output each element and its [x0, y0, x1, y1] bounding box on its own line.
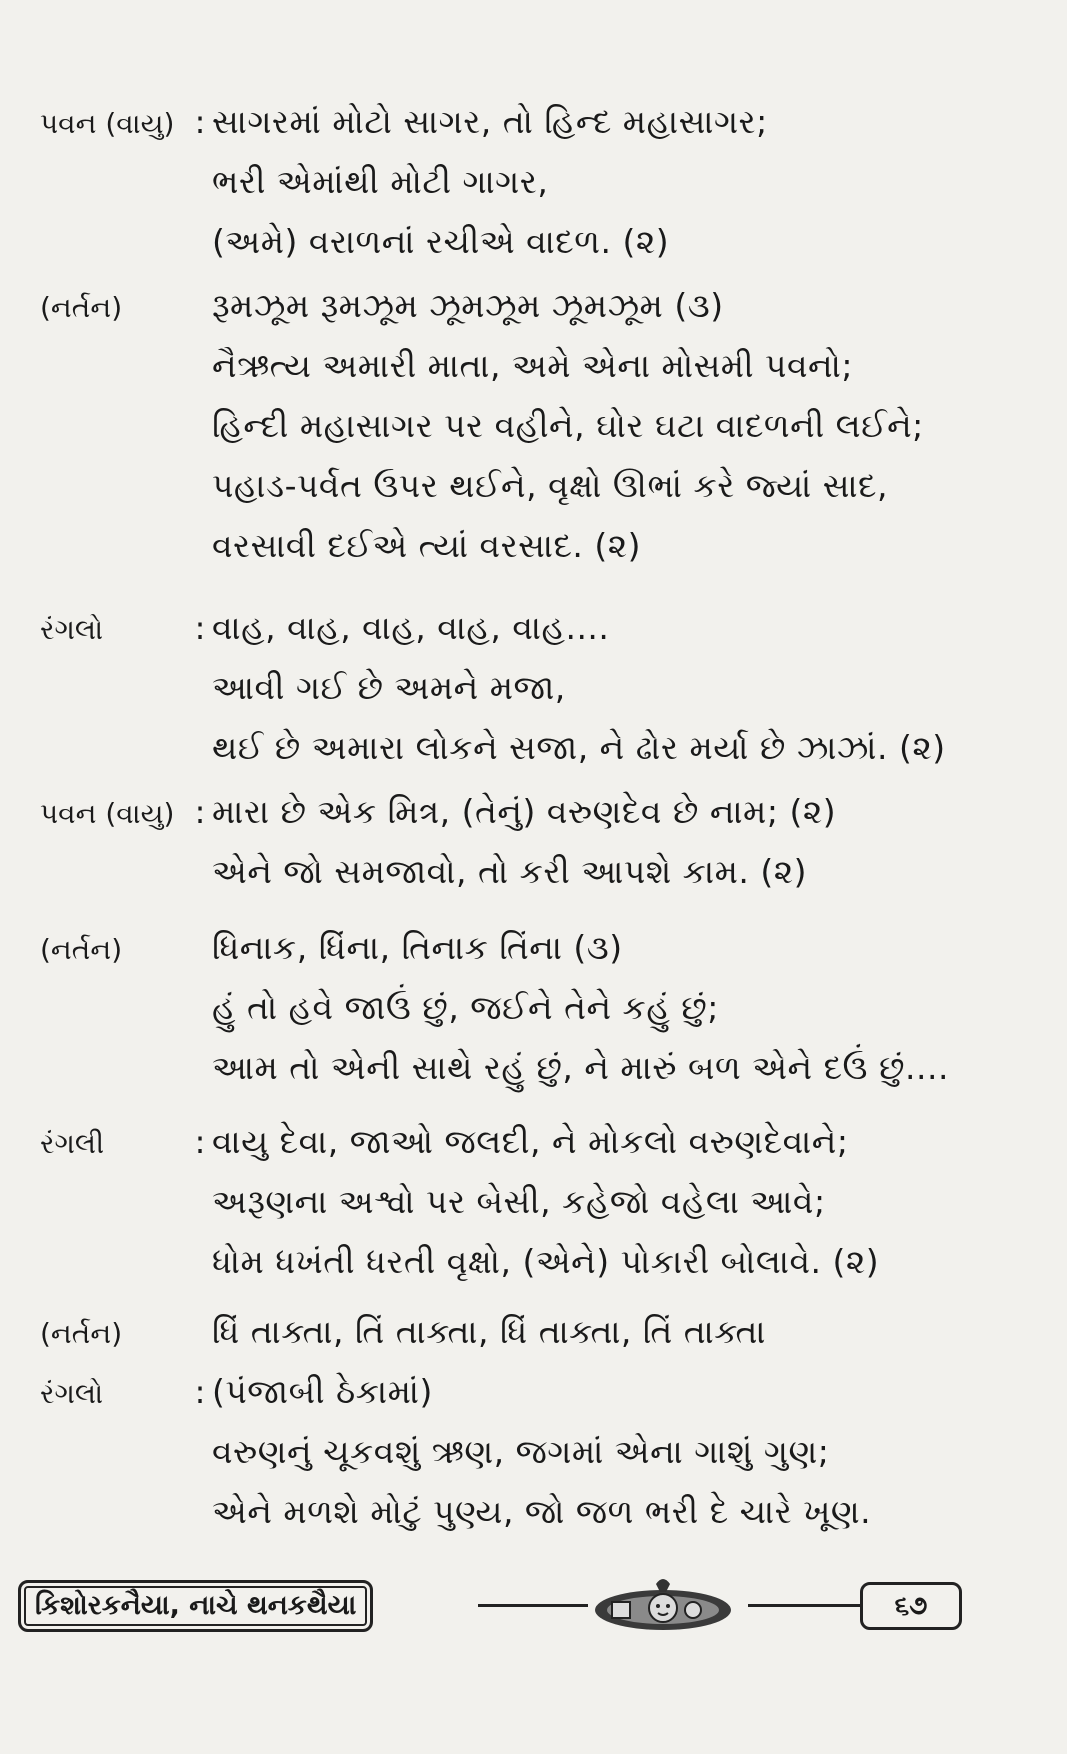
verse-line: એને જો સમજાવો, તો કરી આપશે કામ. (૨) — [212, 852, 807, 891]
dialogue-row — [40, 1432, 1040, 1492]
verse-line: રૂમઝૂમ રૂમઝૂમ ઝૂમઝૂમ ઝૂમઝૂમ (૩) — [212, 286, 724, 325]
dialogue-row — [40, 728, 1040, 788]
dialogue-row — [40, 988, 1040, 1048]
verse-line: નૈઋત્ય અમારી માતા, અમે એના મોસમી પવનો; — [212, 346, 853, 385]
speaker-name: રંગલો — [40, 613, 104, 646]
verse-line: વરુણનું ચૂકવશું ઋણ, જગમાં એના ગાશું ગુણ; — [212, 1432, 830, 1471]
speaker-name: પવન (વાયુ) — [40, 107, 175, 140]
book-title: કિશોરકનૈયા, નાચે થનકથૈયા — [18, 1580, 373, 1632]
speaker-name: પવન (વાયુ) — [40, 797, 175, 830]
verse-line: એને મળશે મોટું પુણ્ય, જો જળ ભરી દે ચારે ખૂણ. — [212, 1492, 872, 1531]
dialogue-row — [40, 1122, 1040, 1182]
verse-line: હિન્દી મહાસાગર પર વહીને, ઘોર ઘટા વાદળની લઈને; — [212, 406, 924, 445]
dialogue-row — [40, 346, 1040, 406]
colon: : — [194, 793, 206, 831]
dialogue-row — [40, 928, 1040, 988]
dialogue-row — [40, 668, 1040, 728]
dialogue-section — [40, 102, 1040, 282]
dialogue-section — [40, 928, 1040, 1108]
verse-line: વરસાવી દઈએ ત્યાં વરસાદ. (૨) — [212, 526, 642, 565]
verse-line: ધોમ ધખંતી ધરતી વૃક્ષો, (એને) પોકારી બોલાવે. (૨) — [212, 1242, 880, 1281]
dialogue-row — [40, 852, 1040, 912]
dialogue-row — [40, 608, 1040, 668]
dialogue-row — [40, 1312, 1040, 1372]
verse-line: વાયુ દેવા, જાઓ જલદી, ને મોકલો વરુણદેવાને; — [212, 1122, 849, 1161]
speaker-name: રંગલો — [40, 1377, 104, 1410]
verse-line: અરૂણના અશ્વો પર બેસી, કહેજો વહેલા આવે; — [212, 1182, 826, 1221]
speaker-name: (નર્તન) — [40, 933, 123, 966]
verse-line: ભરી એમાંથી મોટી ગાગર, — [212, 162, 549, 201]
verse-line: હું તો હવે જાઉં છું, જઈને તેને કહું છું; — [212, 988, 719, 1027]
krishna-emblem-icon — [578, 1574, 748, 1634]
verse-line: મારા છે એક મિત્ર, (તેનું) વરુણદેવ છે નામ; (૨) — [212, 792, 837, 831]
dialogue-section — [40, 286, 1040, 586]
speaker-name: રંગલી — [40, 1127, 105, 1160]
page-number: ૬૭ — [860, 1582, 962, 1630]
colon: : — [194, 1373, 206, 1411]
dialogue-row — [40, 102, 1040, 162]
colon: : — [194, 1123, 206, 1161]
verse-line: પહાડ-પર્વત ઉપર થઈને, વૃક્ષો ઊભાં કરે જ્યાં સાદ, — [212, 466, 888, 505]
colon: : — [194, 103, 206, 141]
dialogue-row — [40, 1372, 1040, 1432]
colon: : — [194, 609, 206, 647]
page-footer — [18, 1574, 958, 1634]
dialogue-section — [40, 1312, 1040, 1372]
dialogue-row — [40, 526, 1040, 586]
dialogue-row — [40, 1492, 1040, 1552]
speaker-name: (નર્તન) — [40, 291, 123, 324]
dialogue-row — [40, 792, 1040, 852]
verse-line: વાહ, વાહ, વાહ, વાહ, વાહ.... — [212, 608, 610, 647]
dialogue-section — [40, 792, 1040, 912]
dialogue-section — [40, 608, 1040, 788]
verse-line: સાગરમાં મોટો સાગર, તો હિન્દ મહાસાગર; — [212, 102, 768, 141]
verse-line: આવી ગઈ છે અમને મજા, — [212, 668, 566, 707]
footer-rule-right — [748, 1604, 860, 1607]
footer-rule-left — [478, 1604, 588, 1607]
dialogue-section — [40, 1372, 1040, 1552]
verse-line: (પંજાબી ઠેકામાં) — [212, 1372, 433, 1411]
dialogue-row — [40, 1242, 1040, 1302]
dialogue-row — [40, 1048, 1040, 1108]
dialogue-section — [40, 1122, 1040, 1302]
dialogue-row — [40, 1182, 1040, 1242]
verse-line: થઈ છે અમારા લોકને સજા, ને ઢોર મર્યા છે ઝાઝાં. (૨) — [212, 728, 946, 767]
dialogue-row — [40, 406, 1040, 466]
speaker-name: (નર્તન) — [40, 1317, 123, 1350]
dialogue-row — [40, 162, 1040, 222]
verse-line: આમ તો એની સાથે રહું છું, ને મારું બળ એને દઉં છું.... — [212, 1048, 949, 1087]
verse-line: ધિનાક, ધિંના, તિનાક તિંના (૩) — [212, 928, 623, 967]
verse-line: ધિં તાક્તા, તિં તાક્તા, ધિં તાક્તા, તિં તાક્તા — [212, 1312, 766, 1351]
dialogue-row — [40, 466, 1040, 526]
dialogue-row — [40, 222, 1040, 282]
dialogue-row — [40, 286, 1040, 346]
verse-line: (અમે) વરાળનાં રચીએ વાદળ. (૨) — [212, 222, 670, 261]
